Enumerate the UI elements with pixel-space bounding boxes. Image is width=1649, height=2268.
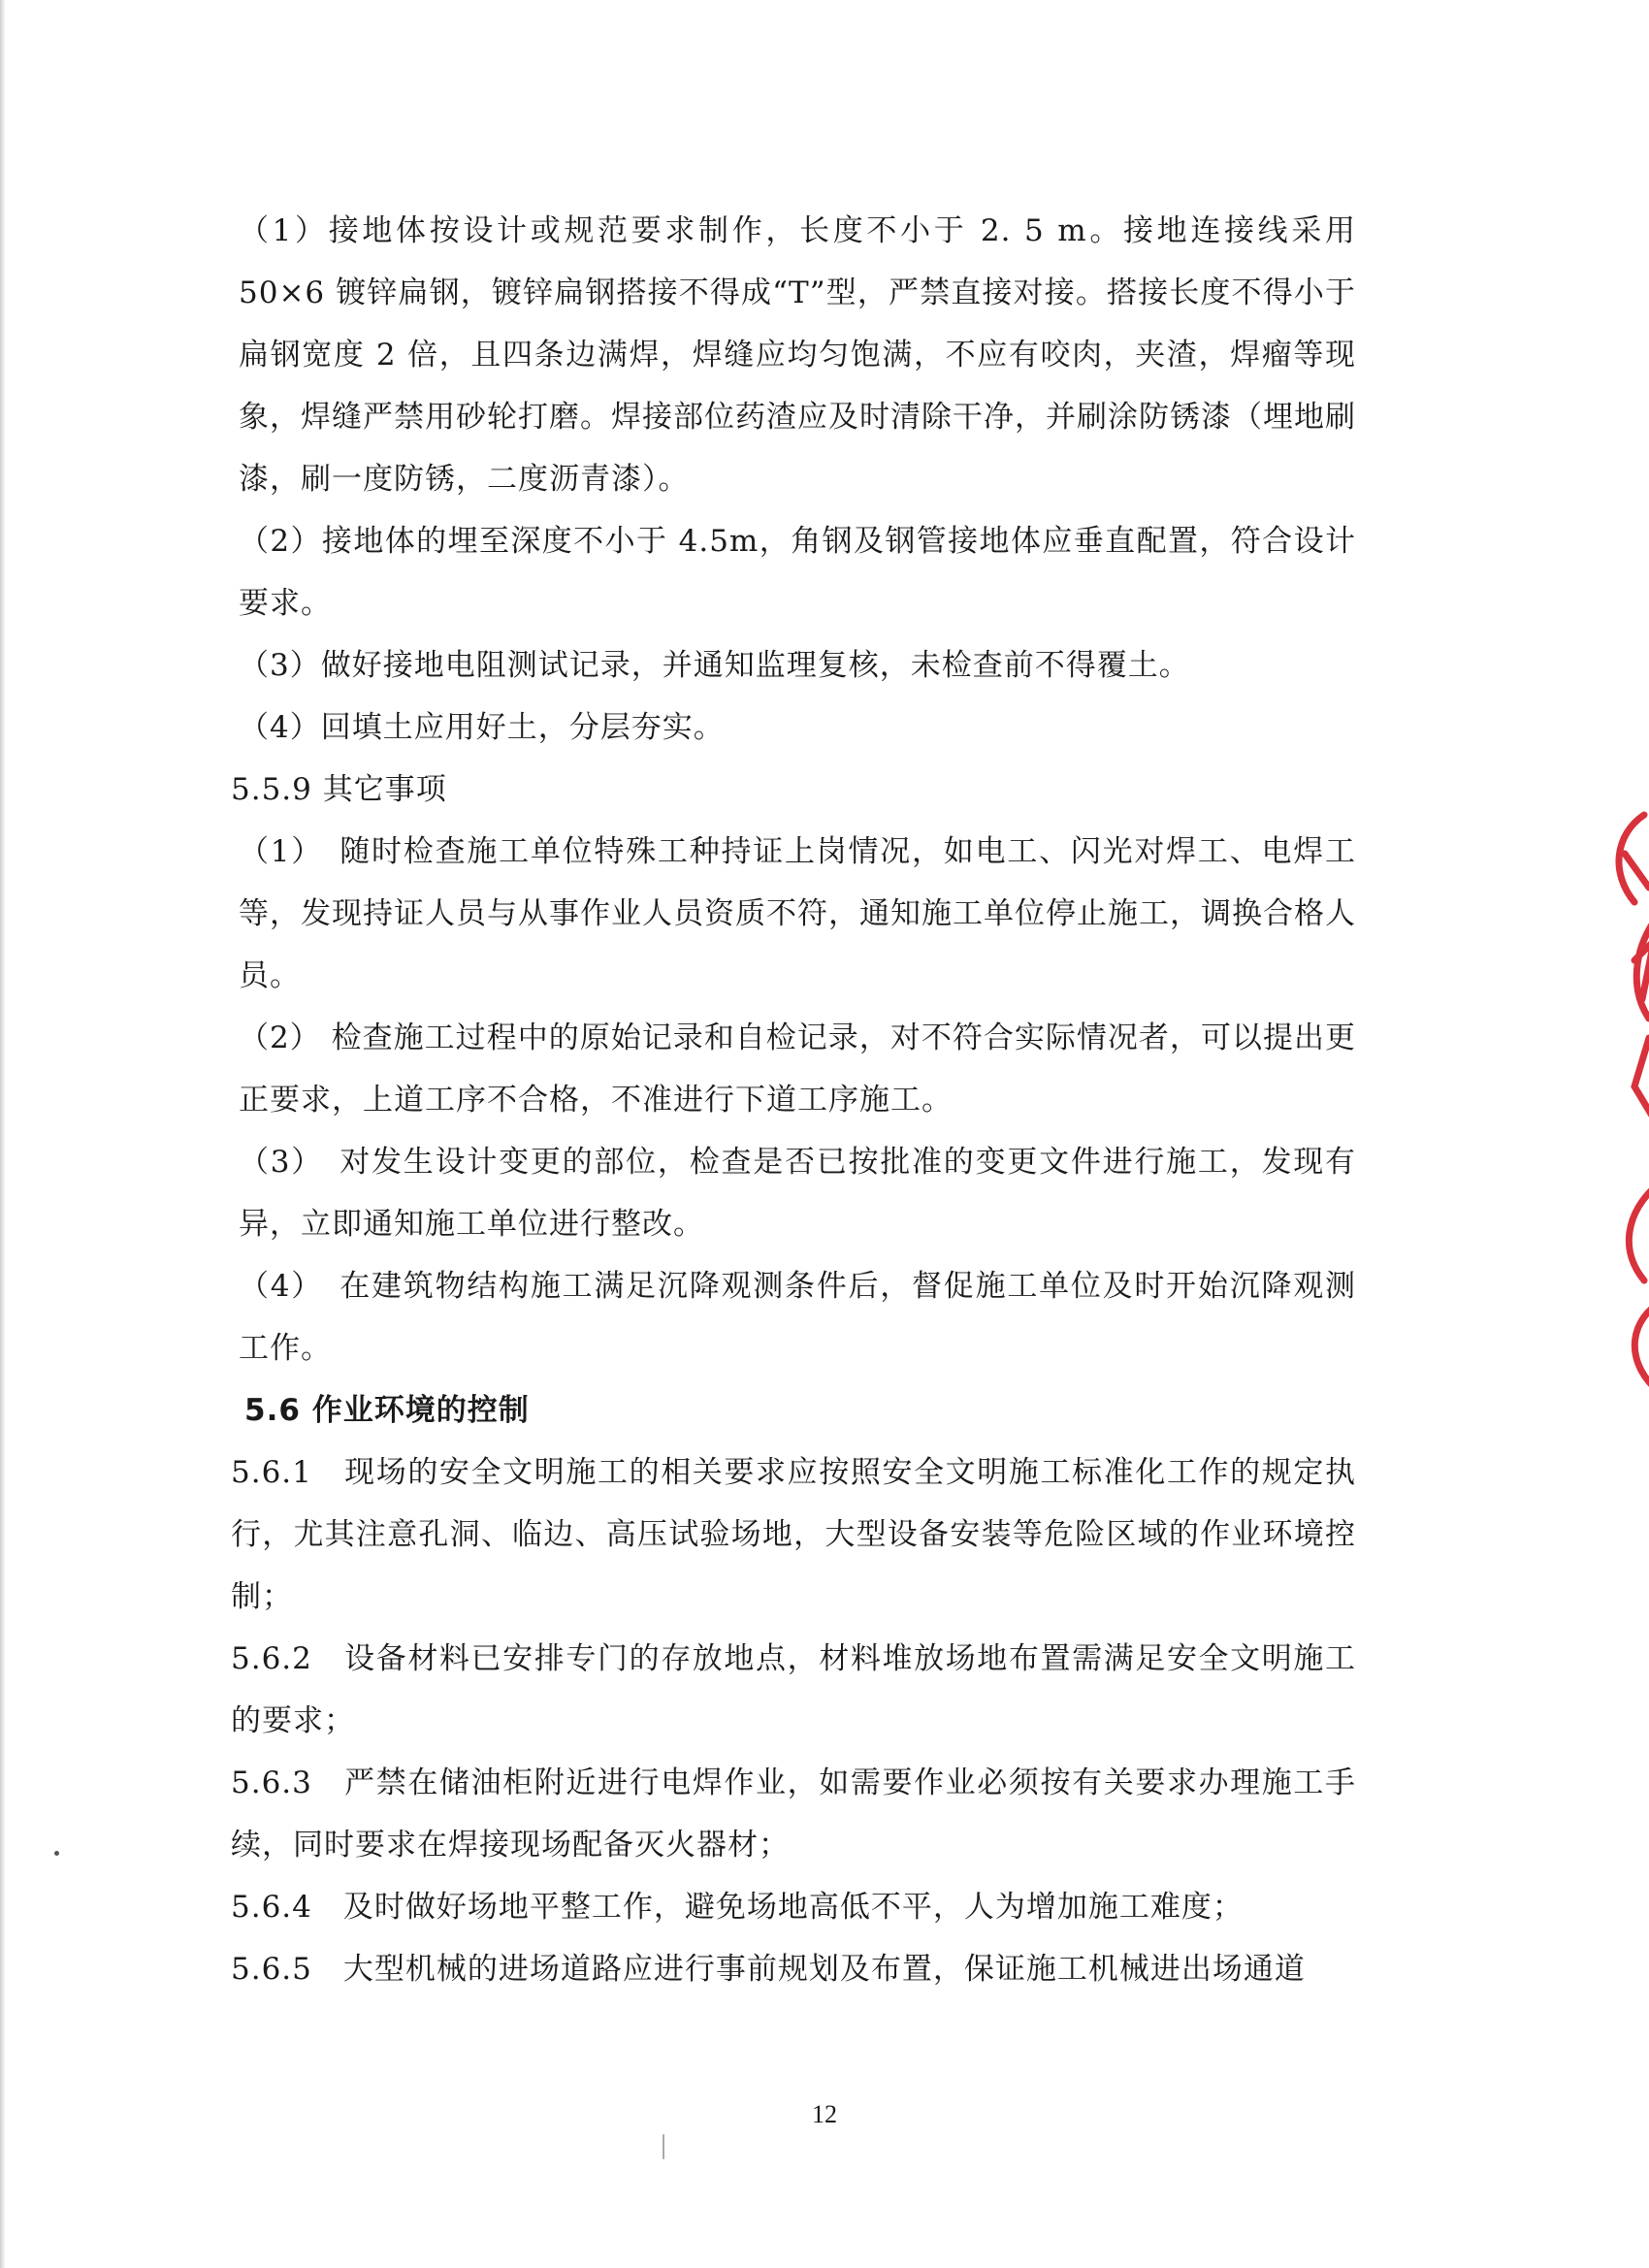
red-seal-stamp	[1605, 795, 1649, 1397]
paragraph: 5.6.5 大型机械的进场道路应进行事前规划及布置，保证施工机械进出场通道	[231, 1952, 1306, 1987]
paragraph: 5.6.4 及时做好场地平整工作，避免场地高低不平，人为增加施工难度；	[231, 1890, 1244, 1925]
seal-stroke-6	[1629, 1183, 1649, 1280]
paragraph: （3） 对发生设计变更的部位，检查是否已按批准的变更文件进行施工，发现有异，立即通知施工单位进行整改。	[239, 1145, 1356, 1242]
page-number: 12	[812, 2100, 837, 2128]
paragraph: （3）做好接地电阻测试记录，并通知监理复核，未检查前不得覆土。	[239, 648, 1190, 683]
section-heading: 5.6 作业环境的控制	[244, 1393, 530, 1428]
scan-mark	[663, 2134, 664, 2159]
paragraph: 5.6.2 设备材料已安排专门的存放地点，材料堆放场地布置需满足安全文明施工的要求；	[231, 1641, 1356, 1738]
paragraph: 5.6.1 现场的安全文明施工的相关要求应按照安全文明施工标准化工作的规定执行，尤其注意孔洞、临边、高压试验场地，大型设备安装等危险区域的作业环境控制；	[231, 1455, 1356, 1614]
paragraph: （2） 检查施工过程中的原始记录和自检记录，对不符合实际情况者，可以提出更正要求，上道工序不合格，不准进行下道工序施工。	[239, 1021, 1356, 1118]
paragraph: （4）回填土应用好土，分层夯实。	[239, 710, 725, 745]
paragraph: 5.5.9 其它事项	[231, 772, 447, 807]
paragraph: （1） 随时检查施工单位特殊工种持证上岗情况，如电工、闪光对焊工、电焊工等，发现持证人员与从事作业人员资质不符，通知施工单位停止施工，调换合格人员。	[239, 834, 1356, 993]
scan-edge-shadow	[0, 0, 6, 2268]
paragraph: （2）接地体的埋至深度不小于 4.5m，角钢及钢管接地体应垂直配置，符合设计要求。	[239, 524, 1356, 621]
paragraph: （4） 在建筑物结构施工满足沉降观测条件后，督促施工单位及时开始沉降观测工作。	[239, 1269, 1356, 1366]
paragraph: 5.6.3 严禁在储油柜附近进行电焊作业，如需要作业必须按有关要求办理施工手续，同时要求在焊接现场配备灭火器材；	[231, 1766, 1356, 1863]
seal-stroke-2	[1625, 854, 1649, 888]
document-body	[231, 200, 1356, 2000]
seal-stroke-7	[1634, 1300, 1649, 1387]
seal-stroke-5	[1634, 1038, 1649, 1116]
scan-speck	[54, 1851, 59, 1856]
paragraph: （1）接地体按设计或规范要求制作，长度不小于 2. 5 m。接地连接线采用 50×6 镀锌扁钢，镀锌扁钢搭接不得成“T”型，严禁直接对接。搭接长度不得小于扁钢宽度 2 倍，且四条边满焊，焊缝应均匀饱满，不应有咬肉，夹渣，焊瘤等现象，焊缝严禁用砂轮打磨。焊接部位药渣应及时清除干净，并刷涂防锈漆（埋地刷漆，刷一度防锈，二度沥青漆）。	[239, 213, 1356, 497]
